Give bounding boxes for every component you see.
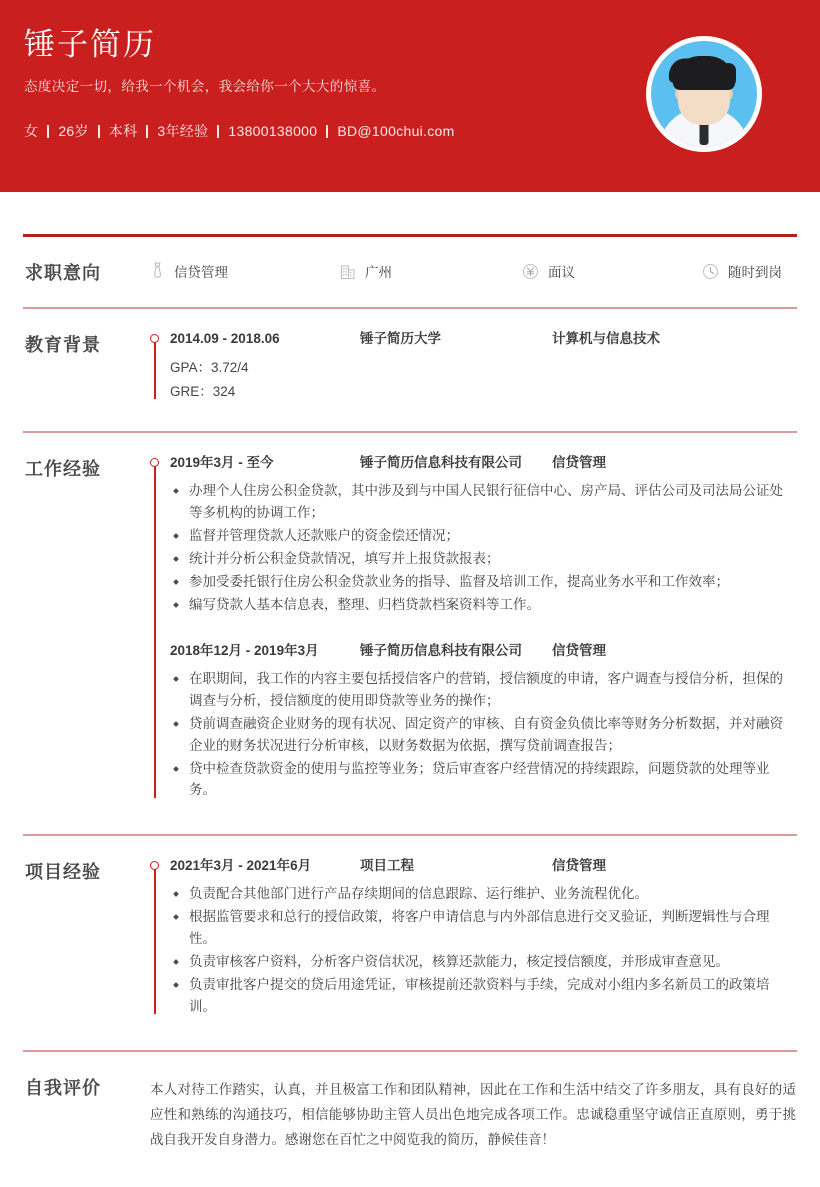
section-title-project-experience: 项目经验 bbox=[25, 861, 101, 882]
list-item: 办理个人住房公积金贷款，其中涉及到与中国人民银行征信中心、房产局、评估公司及司法局公证处等多机构的协调工作； bbox=[170, 480, 796, 524]
work-timeline bbox=[150, 453, 796, 804]
list-item: 根据监管要求和总行的授信政策，将客户申请信息与内外部信息进行交叉验证，判断逻辑性与合理性。 bbox=[170, 906, 796, 950]
project-entry-header bbox=[170, 856, 796, 880]
intent-availability-label: 随时到岗 bbox=[728, 265, 782, 280]
intent-city bbox=[340, 261, 522, 281]
section-project-experience bbox=[0, 836, 820, 1051]
project-duty-list bbox=[170, 879, 796, 1017]
clock-icon bbox=[702, 263, 719, 280]
meta-age: 26岁 bbox=[58, 123, 89, 140]
list-item: 统计并分析公积金贷款情况，填写并上报贷款报表； bbox=[170, 548, 796, 570]
section-work-experience bbox=[0, 433, 820, 834]
work-duty-list bbox=[170, 664, 796, 801]
meta-separator-icon bbox=[217, 125, 219, 138]
section-title-work-experience: 工作经验 bbox=[25, 458, 101, 479]
resume-header bbox=[0, 0, 820, 192]
work-duty-list bbox=[170, 476, 796, 615]
education-gpa: GPA：3.72/4 bbox=[170, 360, 249, 376]
meta-experience: 3年经验 bbox=[157, 123, 209, 140]
building-icon bbox=[340, 263, 356, 280]
work-position: 信贷管理 bbox=[552, 642, 606, 658]
education-school: 锤子简历大学 bbox=[360, 330, 441, 346]
list-item: 贷前调查融资企业财务的现有状况、固定资产的审核、自有资金负债比率等财务分析数据，并对融资企业的财务状况进行分析审核，以财务数据为依据，撰写贷前调查报告； bbox=[170, 713, 796, 757]
intent-availability bbox=[702, 261, 782, 281]
list-item: 贷中检查贷款资金的使用与监控等业务；贷后审查客户经营情况的持续跟踪，问题贷款的处理等业务。 bbox=[170, 758, 796, 802]
education-details bbox=[170, 352, 796, 403]
education-entry-header bbox=[170, 329, 796, 353]
self-evaluation-text: 本人对待工作踏实，认真，并且极富工作和团队精神，因此在工作和生活中结交了许多朋友，具有良好的适应性和熟练的沟通技巧，相信能够协助主管人员出色地完成各项工作。忠诚稳重坚守诚信正直原则，勇于挑战自我开发自身潜力。感谢您在百忙之中阅览我的简历，静候佳音！ bbox=[150, 1081, 796, 1147]
work-entry-header bbox=[170, 453, 796, 477]
header-slogan: 态度决定一切，给我一个机会，我会给你一个大大的惊喜。 bbox=[24, 79, 386, 95]
tie-icon bbox=[150, 262, 165, 281]
education-date: 2014.09 - 2018.06 bbox=[170, 330, 280, 346]
list-item: 负责审批客户提交的贷后用途凭证，审核提前还款资料与手续，完成对小组内多名新员工的政策培训。 bbox=[170, 974, 796, 1018]
work-date: 2019年3月 - 至今 bbox=[170, 454, 274, 470]
yen-icon bbox=[522, 263, 539, 280]
project-role: 信贷管理 bbox=[552, 857, 606, 873]
section-title-job-intention: 求职意向 bbox=[25, 263, 101, 283]
work-company: 锤子简历信息科技有限公司 bbox=[360, 454, 522, 470]
intent-salary-label: 面议 bbox=[548, 265, 575, 280]
list-item: 参加受委托银行住房公积金贷款业务的指导、监督及培训工作，提高业务水平和工作效率； bbox=[170, 571, 796, 593]
meta-gender: 女 bbox=[24, 123, 39, 140]
list-item: 监督并管理贷款人还款账户的资金偿还情况； bbox=[170, 525, 796, 547]
section-body-education bbox=[150, 309, 820, 432]
project-name: 项目工程 bbox=[360, 857, 414, 873]
timeline-line bbox=[154, 865, 156, 1015]
education-gre: GRE：324 bbox=[170, 383, 236, 399]
work-company: 锤子简历信息科技有限公司 bbox=[360, 642, 522, 658]
project-entry bbox=[170, 856, 796, 1021]
timeline-dot-icon bbox=[150, 334, 159, 343]
header-zigzag-edge bbox=[0, 181, 820, 192]
timeline-line bbox=[154, 462, 156, 798]
intent-city-label: 广州 bbox=[365, 265, 392, 280]
section-job-intention bbox=[0, 237, 820, 307]
education-entry bbox=[170, 329, 796, 406]
section-title-self-evaluation: 自我评价 bbox=[25, 1077, 101, 1098]
meta-separator-icon bbox=[326, 125, 328, 138]
meta-separator-icon bbox=[47, 125, 49, 138]
timeline-dot-icon bbox=[150, 861, 159, 870]
meta-separator-icon bbox=[98, 125, 100, 138]
work-entry bbox=[170, 453, 796, 619]
intent-salary bbox=[522, 261, 702, 281]
resume-content bbox=[0, 234, 820, 1187]
meta-phone: 13800138000 bbox=[228, 123, 318, 140]
page-title: 锤子简历 bbox=[24, 27, 156, 62]
avatar-illustration-icon bbox=[651, 41, 757, 147]
list-item: 负责审核客户资料，分析客户资信状况，核算还款能力，核定授信额度，并形成审查意见。 bbox=[170, 951, 796, 973]
project-timeline bbox=[150, 856, 796, 1021]
work-position: 信贷管理 bbox=[552, 454, 606, 470]
meta-degree: 本科 bbox=[108, 123, 138, 140]
section-body-project-experience bbox=[150, 836, 820, 1051]
job-intention-row bbox=[150, 257, 796, 307]
section-body-self-evaluation bbox=[150, 1052, 820, 1187]
intent-position-label: 信贷管理 bbox=[174, 265, 228, 280]
section-body-job-intention bbox=[150, 237, 820, 307]
work-entry bbox=[170, 619, 796, 805]
timeline-line bbox=[154, 338, 156, 400]
project-date: 2021年3月 - 2021年6月 bbox=[170, 857, 312, 873]
section-education bbox=[0, 309, 820, 432]
meta-separator-icon bbox=[146, 125, 148, 138]
intent-position bbox=[150, 261, 340, 281]
work-entry-header bbox=[170, 641, 796, 665]
section-title-education: 教育背景 bbox=[25, 334, 101, 355]
timeline-dot-icon bbox=[150, 458, 159, 467]
section-self-evaluation bbox=[0, 1052, 820, 1187]
work-date: 2018年12月 - 2019年3月 bbox=[170, 642, 319, 658]
education-major: 计算机与信息技术 bbox=[552, 330, 660, 346]
avatar bbox=[646, 36, 762, 152]
meta-email: BD@100chui.com bbox=[337, 123, 455, 140]
list-item: 在职期间，我工作的内容主要包括授信客户的营销，授信额度的申请，客户调查与授信分析，担保的调查与分析，授信额度的使用即贷款等业务的操作； bbox=[170, 668, 796, 712]
section-body-work-experience bbox=[150, 433, 820, 834]
list-item: 负责配合其他部门进行产品存续期间的信息跟踪、运行维护、业务流程优化。 bbox=[170, 883, 796, 905]
list-item: 编写贷款人基本信息表，整理、归档贷款档案资料等工作。 bbox=[170, 594, 796, 616]
education-timeline bbox=[150, 329, 796, 406]
